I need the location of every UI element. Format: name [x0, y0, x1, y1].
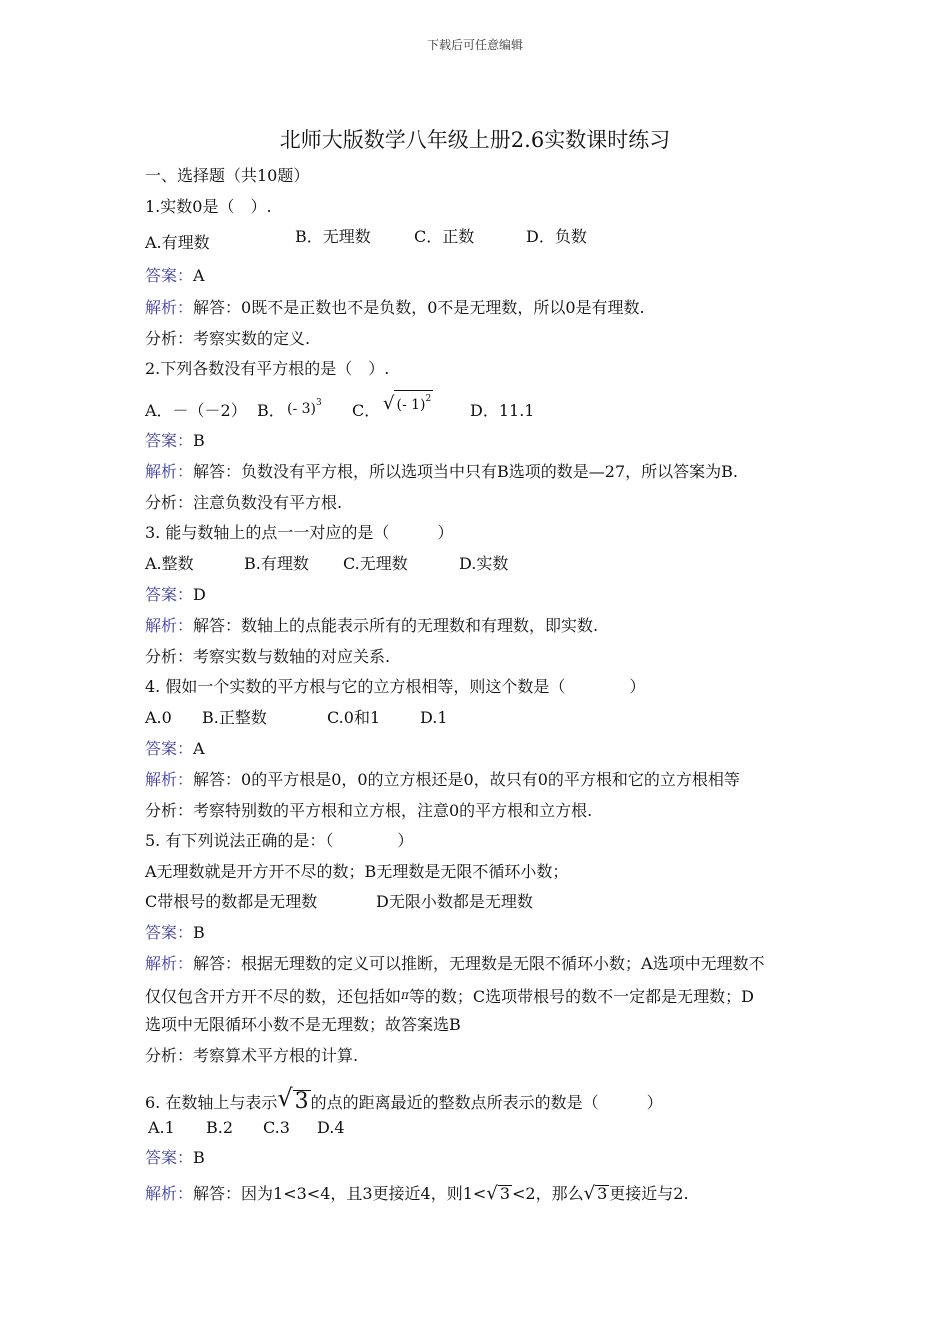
q6-option-d: D.4 [317, 1118, 345, 1137]
analysis-label: 解析： [145, 298, 194, 317]
q5-analysis-1: 解析：解答：根据无理数的定义可以推断，无理数是无限不循环小数；A选项中无理数不 [145, 954, 765, 973]
q3-option-c: C.无理数 [343, 554, 408, 573]
q5-stem: 5. 有下列说法正确的是：（ ） [145, 831, 414, 850]
q1-analysis [145, 298, 645, 318]
q6-option-a: A.1 [148, 1118, 175, 1137]
q1-option-b: B．无理数 [295, 227, 371, 246]
q5-analysis-2: 仅仅包含开方开不尽的数，还包括如π等的数；C选项带根号的数不一定都是无理数；D [145, 987, 754, 1006]
q3-note: 分析：考察实数与数轴的对应关系. [145, 647, 391, 666]
q2-option-c-expr: √ (- 1)$^2$ [383, 390, 433, 415]
radical-icon: √ [277, 1084, 293, 1112]
q5-options-ab: A无理数就是开方开不尽的数；B无理数是无限不循环小数； [145, 862, 569, 881]
q1-note: 分析：考察实数的定义. [145, 329, 311, 348]
q6-option-b: B.2 [206, 1118, 234, 1137]
q1-answer [145, 266, 205, 286]
q4-option-c: C.0和1 [327, 708, 381, 727]
q3-answer: 答案：D [145, 585, 206, 604]
q1-analysis-text: 解答：0既不是正数也不是负数，0不是无理数，所以0是有理数. [193, 298, 645, 317]
q2-analysis: 解析：解答：负数没有平方根，所以选项当中只有B选项的数是—27，所以答案为B. [145, 462, 738, 481]
q3-option-a: A.整数 [145, 554, 194, 573]
q4-analysis: 解析：解答：0的平方根是0，0的立方根还是0，故只有0的平方根和它的立方根相等 [145, 770, 740, 789]
q4-option-b: B.正整数 [202, 708, 267, 727]
q6-answer: 答案：B [145, 1148, 205, 1167]
q2-option-b: B． [257, 401, 285, 420]
pi-symbol: π [401, 988, 409, 1002]
q2-option-a: A．－（－2） [145, 401, 247, 420]
q2-stem: 2.下列各数没有平方根的是（ ）. [145, 359, 390, 378]
q4-option-a: A.0 [145, 708, 172, 727]
q1-answer-value: A [193, 266, 205, 285]
q4-stem: 4. 假如一个实数的平方根与它的立方根相等，则这个数是（ ） [145, 677, 646, 696]
q3-option-b: B.有理数 [244, 554, 309, 573]
q6-analysis: 解析：解答：因为1<3<4，且3更接近4，则1<√ 3 <2，那么√ 3 更接近与2. [145, 1183, 689, 1204]
q1-option-a: A.有理数 [145, 233, 210, 252]
q5-option-d: D无限小数都是无理数 [376, 892, 533, 911]
radical-icon: √ [486, 1183, 498, 1204]
q6-stem: 6. 在数轴上与表示√3 的点的距离最近的整数点所表示的数是（ ） [145, 1084, 663, 1114]
q4-option-d: D.1 [420, 708, 448, 727]
q2-option-b-expr: (- 3)$^3$ [287, 398, 322, 417]
q3-analysis: 解析：解答：数轴上的点能表示所有的无理数和有理数，即实数. [145, 616, 599, 635]
q4-note: 分析：考察特别数的平方根和立方根，注意0的平方根和立方根. [145, 801, 593, 820]
q2-option-c: C． [352, 401, 381, 420]
q2-answer: 答案：B [145, 431, 205, 450]
q3-option-d: D.实数 [459, 554, 509, 573]
q5-note: 分析：考察算术平方根的计算. [145, 1046, 359, 1065]
q4-answer: 答案：A [145, 739, 205, 758]
q3-stem: 3. 能与数轴上的点一一对应的是（ ） [145, 523, 454, 542]
radical-icon: √ [383, 393, 395, 414]
q1-stem: 1.实数0是（ ）. [145, 197, 272, 216]
q1-option-d: D．负数 [526, 227, 587, 246]
page-header: 下载后可任意编辑 [426, 38, 523, 52]
section-heading: 一、选择题（共10题） [145, 166, 310, 185]
q5-analysis-3: 选项中无限循环小数不是无理数；故答案选B [145, 1015, 461, 1034]
q2-note: 分析：注意负数没有平方根. [145, 493, 343, 512]
q5-answer: 答案：B [145, 923, 205, 942]
page-title: 北师大版数学八年级上册2.6实数课时练习 [279, 128, 671, 152]
q2-option-d: D．11.1 [470, 401, 535, 420]
q6-option-c: C.3 [263, 1118, 290, 1137]
q5-option-c: C带根号的数都是无理数 [145, 892, 318, 911]
q1-option-c: C．正数 [414, 227, 475, 246]
radical-icon: √ [583, 1183, 596, 1204]
answer-label: 答案： [145, 266, 194, 285]
